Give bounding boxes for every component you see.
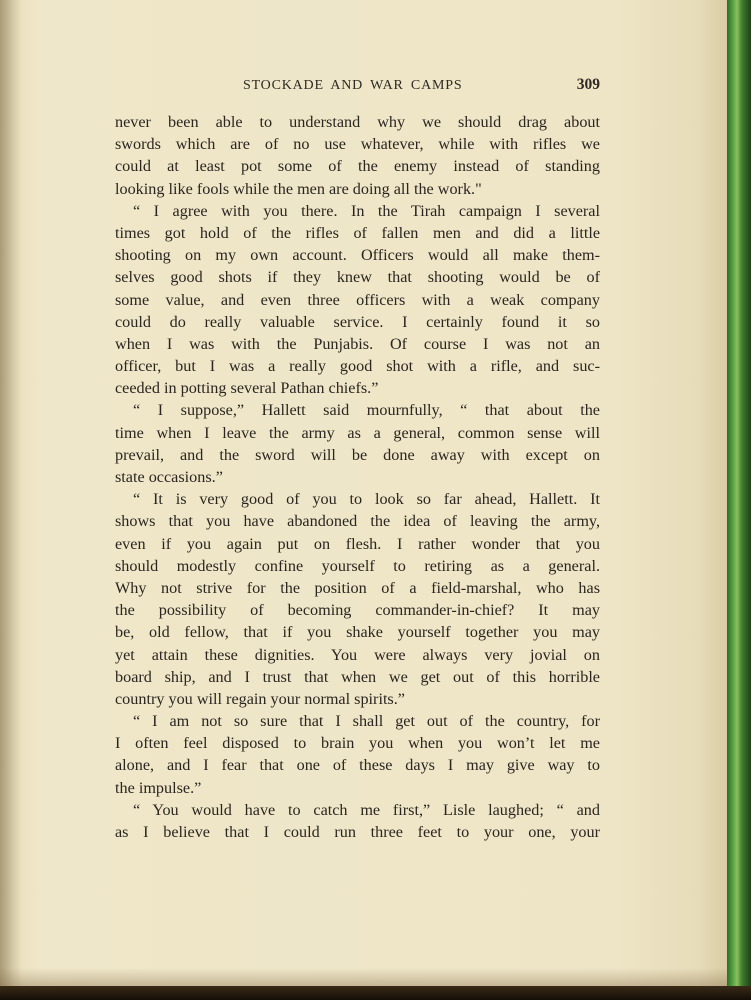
text-line: some value, and even three officers with a weak company xyxy=(115,290,600,309)
text-line: “ It is very good of you to look so far ahead, Hallett. It xyxy=(133,490,600,509)
page-number: 309 xyxy=(576,76,600,93)
text-line: “ I suppose,” Hallett said mournfully, “ that about the xyxy=(133,401,600,420)
text-line: the possibility of becoming commander-in-chief? It may xyxy=(115,601,600,620)
text-line: could do really valuable service. I certainly found it so xyxy=(115,312,600,331)
text-line: country you will regain your normal spirits.” xyxy=(115,689,405,708)
text-line: could at least pot some of the enemy instead of standing xyxy=(115,157,600,176)
text-line: Why not strive for the position of a field-marshal, who has xyxy=(115,578,600,597)
text-line: even if you again put on flesh. I rather wonder that you xyxy=(115,534,600,553)
text-line: prevail, and the sword will be done away with except on xyxy=(115,445,600,464)
text-line: “ I am not so sure that I shall get out of the country, for xyxy=(133,712,600,731)
text-line: board ship, and I trust that when we get out of this horrible xyxy=(115,667,600,686)
text-line: officer, but I was a really good shot with a rifle, and suc- xyxy=(115,357,600,376)
text-line: as I believe that I could run three feet to your one, your xyxy=(115,823,600,841)
page-edge-strip xyxy=(727,0,751,1000)
text-line: ceeded in potting several Pathan chiefs.” xyxy=(115,379,379,398)
page-bottom-edge xyxy=(0,968,727,986)
text-line: when I was with the Punjabis. Of course I was not an xyxy=(115,334,600,353)
text-line: alone, and I fear that one of these days I may give way to xyxy=(115,756,600,775)
text-line: should modestly confine yourself to retiring as a general. xyxy=(115,556,600,575)
text-line: looking like fools while the men are doing all the work." xyxy=(115,179,482,198)
text-line: shows that you have abandoned the idea of leaving the army, xyxy=(115,512,600,531)
text-line: I often feel disposed to brain you when you won’t let me xyxy=(115,734,600,753)
gutter-shadow xyxy=(0,0,22,986)
running-title: STOCKADE AND WAR CAMPS xyxy=(243,78,463,93)
text-line: selves good shots if they knew that shooting would be of xyxy=(115,268,600,287)
text-line: never been able to understand why we should drag about xyxy=(115,113,600,131)
body-text xyxy=(115,111,600,843)
text-line: “ I agree with you there. In the Tirah campaign I several xyxy=(133,201,600,220)
page-bottom-border xyxy=(0,986,751,1000)
text-line: swords which are of no use whatever, while with rifles we xyxy=(115,135,600,154)
text-line: be, old fellow, that if you shake yourself together you may xyxy=(115,623,600,642)
text-line: time when I leave the army as a general, common sense will xyxy=(115,423,600,442)
text-line: shooting on my own account. Officers would all make them- xyxy=(115,246,600,265)
running-head xyxy=(115,76,600,100)
text-line: state occasions.” xyxy=(115,468,223,486)
text-line: the impulse.” xyxy=(115,778,202,797)
text-line: times got hold of the rifles of fallen men and did a little xyxy=(115,223,600,242)
text-line: “ You would have to catch me first,” Lisle laughed; “ and xyxy=(133,800,600,819)
text-line: yet attain these dignities. You were always very jovial on xyxy=(115,645,600,664)
